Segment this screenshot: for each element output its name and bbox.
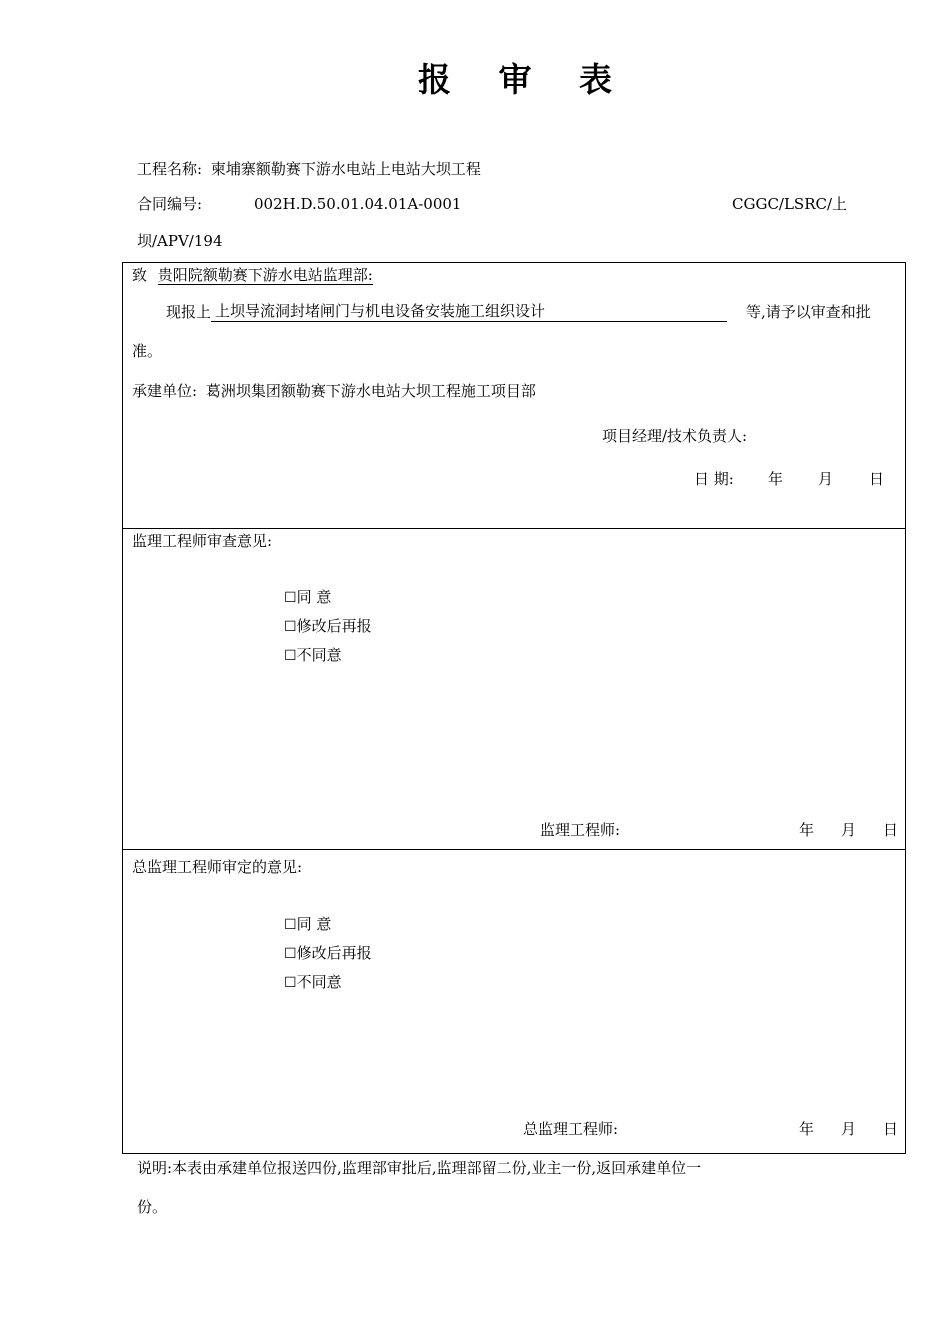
chief-year: 年: [799, 1120, 815, 1138]
report-suffix-2: 准。: [132, 342, 163, 360]
to-label: 致: [132, 266, 148, 284]
checkbox-icon[interactable]: ☐: [284, 619, 297, 635]
document-code-part1: CGGC/LSRC/上: [732, 195, 848, 213]
report-line: [166, 302, 727, 322]
engineer-option-agree[interactable]: ☐同 意: [284, 588, 332, 606]
chief-signer-label: 总监理工程师:: [523, 1120, 619, 1138]
project-line: [137, 159, 481, 179]
chief-option-agree[interactable]: ☐同 意: [284, 915, 332, 933]
chief-day: 日: [883, 1120, 899, 1138]
engineer-option-revise[interactable]: ☐修改后再报: [284, 617, 372, 635]
engineer-year: 年: [799, 821, 815, 839]
chief-option-revise[interactable]: ☐修改后再报: [284, 944, 372, 962]
engineer-signer-label: 监理工程师:: [540, 821, 621, 839]
contractor-name: 葛洲坝集团额勒赛下游水电站大坝工程施工项目部: [205, 382, 536, 400]
contractor-label: 承建单位:: [132, 382, 198, 400]
chief-engineer-section: [122, 849, 906, 1154]
project-label: 工程名称:: [137, 160, 203, 178]
report-prefix: 现报上: [166, 303, 212, 321]
contract-label: 合同编号:: [137, 195, 203, 213]
checkbox-icon[interactable]: ☐: [284, 975, 297, 991]
date-year: 年: [768, 470, 784, 488]
engineer-month: 月: [841, 821, 857, 839]
checkbox-icon[interactable]: ☐: [284, 946, 297, 962]
document-code-part2: 坝/APV/194: [137, 232, 223, 250]
manager-label: 项目经理/技术负责人:: [602, 427, 748, 445]
engineer-day: 日: [883, 821, 899, 839]
contractor-line: [132, 381, 536, 401]
report-item-field[interactable]: [211, 303, 727, 322]
checkbox-icon[interactable]: ☐: [284, 917, 297, 933]
note-line-1: 说明:本表由承建单位报送四份,监理部审批后,监理部留二份,业主一份,返回承建单位一: [137, 1159, 702, 1177]
chief-review-heading: 总监理工程师审定的意见:: [132, 858, 303, 876]
report-item: 上坝导流洞封堵闸门与机电设备安装施工组织设计: [215, 302, 546, 320]
checkbox-icon[interactable]: ☐: [284, 648, 297, 664]
page-title: 报 审 表: [418, 60, 630, 99]
engineer-review-heading: 监理工程师审查意见:: [132, 532, 273, 550]
note-line-2: 份。: [137, 1198, 168, 1216]
addressee-line: [132, 265, 373, 285]
chief-month: 月: [841, 1120, 857, 1138]
date-month: 月: [818, 470, 834, 488]
contract-number: 002H.D.50.01.04.01A-0001: [254, 195, 462, 213]
engineer-review-section: [122, 528, 906, 850]
chief-option-disagree[interactable]: ☐不同意: [284, 973, 342, 991]
checkbox-icon[interactable]: ☐: [284, 590, 297, 606]
project-name: 柬埔寨额勒赛下游水电站上电站大坝工程: [210, 160, 481, 178]
engineer-option-disagree[interactable]: ☐不同意: [284, 646, 342, 664]
date-label: 日 期:: [694, 470, 734, 488]
to-department: 贵阳院额勒赛下游水电站监理部:: [157, 266, 373, 284]
date-day: 日: [869, 470, 885, 488]
report-suffix: 等,请予以审查和批: [746, 303, 871, 321]
